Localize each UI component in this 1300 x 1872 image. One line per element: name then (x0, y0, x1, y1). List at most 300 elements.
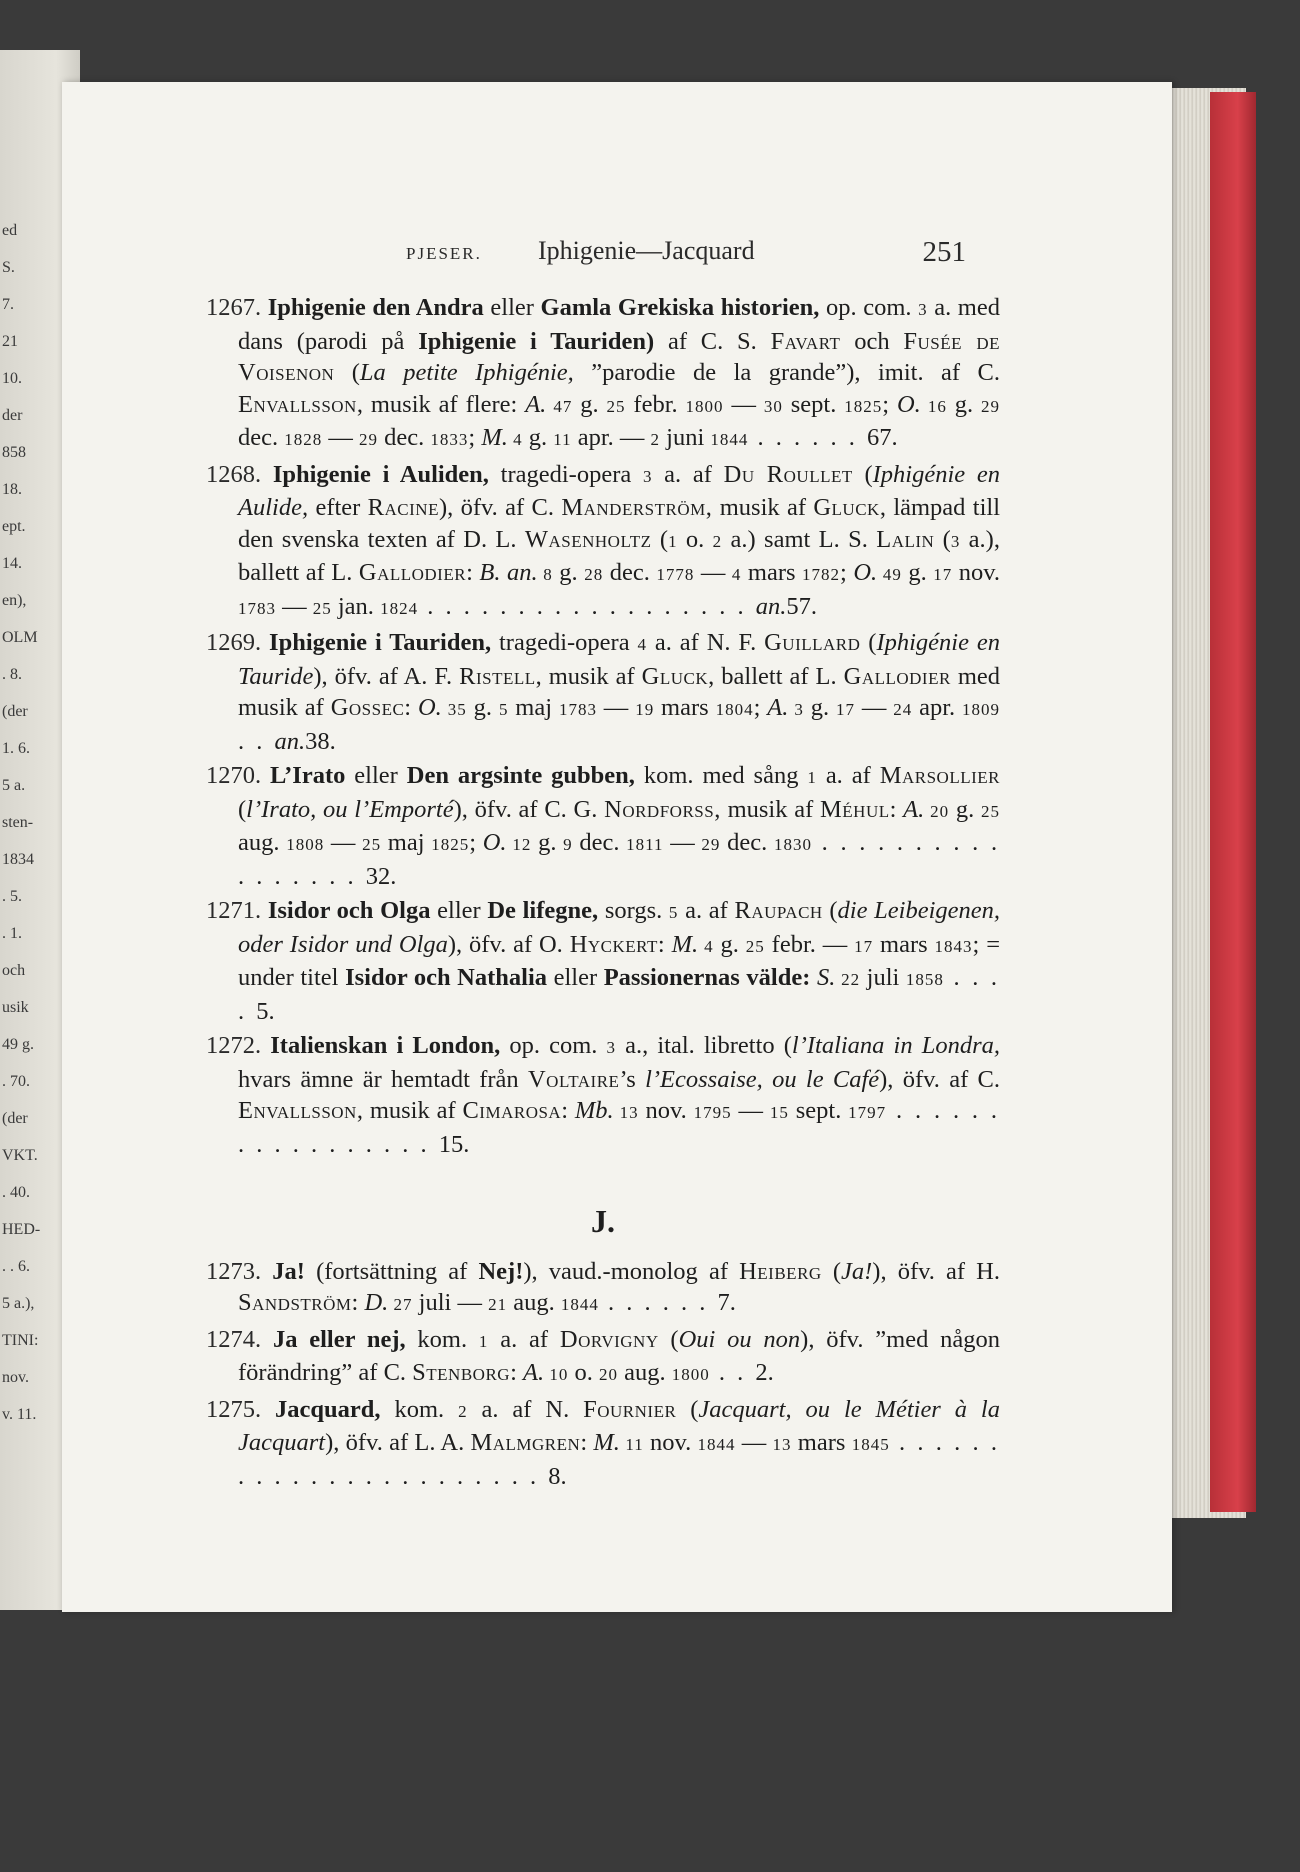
entry-text: aug. (507, 1289, 561, 1316)
author-name: Gallodier (358, 559, 467, 586)
entry-text: dec. (378, 424, 431, 451)
entry-text: musik af (720, 795, 820, 823)
entry-text: juni (660, 424, 711, 451)
margin-fragment: nov. (2, 1369, 29, 1386)
small-number: 4 (507, 430, 523, 449)
margin-fragment: 1. 6. (2, 740, 30, 757)
small-number: 29 (359, 430, 378, 449)
small-number: 25 (312, 598, 332, 618)
entry-text: , musik af (356, 1097, 463, 1124)
entry-text: — (731, 1097, 770, 1124)
small-number: 19 (635, 700, 655, 719)
entry-text: febr. — (764, 930, 855, 958)
small-number: 1833 (430, 430, 469, 449)
entry-text: o. (677, 525, 713, 553)
entry-text: ), öfv. af A. F. (313, 662, 460, 690)
entry-text: eller (345, 762, 407, 789)
small-number: 1828 (284, 430, 323, 449)
small-number: 25 (745, 936, 765, 956)
italic-text: O. (417, 694, 442, 721)
italic-text: l’Ecossaise, ou le Café (645, 1065, 880, 1093)
small-number: 11 (619, 1435, 644, 1454)
dot-leader: . . . . (238, 964, 1001, 1025)
entry-text: ( (821, 1257, 841, 1285)
small-number: 1783 (238, 598, 276, 618)
title-bold: Gamla Grekiska historien, (540, 294, 820, 321)
entry-text: ), öfv. af O. (447, 930, 570, 958)
entry-text: — (854, 694, 894, 721)
entry-text: juli — (412, 1289, 489, 1316)
margin-fragment: en), (2, 592, 27, 609)
author-name: Sandström (238, 1289, 352, 1316)
entry-text: : (466, 559, 480, 586)
author-name: Voltaire (527, 1065, 620, 1093)
margin-fragment: sten- (2, 814, 34, 831)
entry-text: ; (468, 424, 482, 451)
entry-text: g. (552, 559, 585, 586)
entry-text: ; (840, 559, 854, 586)
entry-text: g. (803, 694, 836, 721)
entry-text: nov. (643, 1429, 698, 1456)
small-number: 21 (488, 1295, 508, 1314)
entry-text: ( (238, 795, 247, 823)
title-bold: Nej! (478, 1257, 524, 1285)
author-name: Fusée de Voisenon (238, 327, 1000, 386)
entry-text: : (351, 1289, 365, 1316)
catalog-entry (206, 1394, 1000, 1493)
small-number: 4 (637, 635, 647, 654)
entry-text: ), öfv. af C. (879, 1065, 1000, 1093)
dot-leader: . . (709, 1359, 756, 1386)
small-number: 25 (362, 835, 382, 854)
small-number: 1 (807, 768, 817, 787)
author-name: Ristell (459, 662, 536, 690)
margin-fragment: S. (2, 259, 15, 276)
author-name: Cimarosa (462, 1097, 562, 1124)
small-number: 1845 (851, 1435, 890, 1454)
entry-text: sorgs. (598, 897, 669, 924)
entry-text: 2. (755, 1359, 774, 1386)
small-number: 13 (772, 1435, 792, 1454)
entry-text: eller (430, 897, 488, 924)
dot-leader: . . . . . . . . . . . . . . . . . (238, 1097, 1001, 1158)
entry-text: , musik af flere: (356, 390, 526, 418)
small-number: 35 (441, 700, 467, 719)
title-bold: Ja eller nej, (272, 1325, 406, 1353)
entry-text: , musik af (535, 662, 642, 690)
entry-text: ), öfv. af C. (438, 494, 562, 521)
entry-text: — (276, 592, 313, 620)
author-name: Wasenholtz (524, 525, 652, 553)
entry-text (810, 964, 817, 991)
title-bold: Jacquard, (275, 1395, 381, 1423)
page-number: 251 (922, 236, 966, 268)
entry-text: efter (308, 494, 368, 521)
entry-text: g. (949, 795, 982, 823)
margin-fragment: 18. (2, 481, 22, 498)
small-number: 1824 (380, 598, 419, 618)
author-name: Fournier (583, 1395, 677, 1423)
italic-text: O. (896, 390, 921, 418)
italic-text: D. (364, 1289, 389, 1316)
author-name: Envallsson (238, 390, 357, 418)
italic-text: M. (593, 1429, 620, 1456)
entry-text: dec. (238, 424, 285, 451)
italic-text: Oui ou non (678, 1325, 801, 1353)
author-name: Hyckert (569, 930, 658, 958)
entry-text: och (840, 327, 904, 355)
entry-text: dec. (720, 829, 774, 856)
entry-text: apr. (912, 694, 963, 721)
entry-text: a. af (816, 762, 880, 789)
entry-text: : (580, 1429, 594, 1456)
entry-text: ), öfv. af H. (872, 1257, 1001, 1285)
italic-text: an. (274, 727, 306, 755)
small-number: 1782 (802, 565, 841, 584)
small-number: 1808 (286, 835, 325, 854)
entry-text: — (663, 829, 702, 856)
catalog-entry (206, 627, 1000, 757)
author-name: Gluck (813, 494, 880, 521)
entry-text: : (510, 1359, 523, 1386)
catalog-entry (206, 760, 1000, 892)
italic-text: A. (767, 694, 789, 721)
entry-list-i (206, 292, 1000, 1160)
entry-text: kom. med sång (634, 762, 808, 789)
margin-fragment: ed (2, 222, 18, 239)
title-bold: Iphigenie den Andra (267, 294, 484, 321)
italic-text: O. (853, 559, 878, 586)
margin-fragment: . 1. (2, 925, 22, 942)
entry-number: 1269. (206, 629, 270, 656)
entry-text: ( (934, 525, 951, 553)
entry-text: a.) samt L. S. (722, 525, 877, 553)
author-name: Heiberg (739, 1257, 822, 1285)
entry-text: : (561, 1097, 575, 1124)
entry-number: 1271. (206, 897, 268, 924)
entry-text: ; (882, 390, 897, 418)
small-number: 3 (950, 531, 961, 551)
italic-text: S. (816, 964, 836, 991)
margin-fragment: och (2, 962, 26, 979)
entry-text: ’s (619, 1065, 646, 1093)
entry-text: a. af (678, 897, 735, 924)
italic-text: Jacquart, ou le Métier à la Jacquart (238, 1395, 1000, 1456)
title-bold: L’Irato (270, 762, 346, 789)
small-number: 1800 (685, 396, 724, 416)
entry-number: 1275. (206, 1395, 276, 1423)
margin-fragment: 14. (2, 555, 22, 572)
title-bold: Den argsinte gubben, (406, 762, 635, 789)
author-name: Gluck (641, 662, 709, 690)
entry-text: ), öfv. ”med någon förändring” af C. (238, 1325, 1000, 1386)
italic-text: an. (755, 592, 787, 620)
catalog-entry (206, 895, 1000, 1027)
small-number: 3 (788, 700, 804, 719)
italic-text: l’Irato, ou l’Emporté (246, 795, 454, 823)
entry-text: eller (547, 964, 604, 991)
entry-text: ( (852, 460, 873, 488)
small-number: 1800 (671, 1365, 710, 1384)
italic-text: M. (671, 930, 699, 958)
entry-text: a. af N. (467, 1395, 584, 1423)
entry-text: a. af (652, 460, 724, 488)
author-name: Envallsson (238, 1097, 357, 1124)
small-number: 30 (763, 396, 783, 416)
small-number: 24 (893, 700, 913, 719)
dot-leader: . . (238, 727, 275, 755)
small-number: 12 (506, 835, 532, 854)
author-name: Guillard (764, 629, 861, 656)
small-number: 47 (546, 396, 573, 416)
margin-fragment: der (2, 407, 23, 424)
entry-text: ”parodie de la grande”), imit. af C. (573, 359, 1000, 386)
entry-text: ), vaud.-monolog af (523, 1257, 740, 1285)
author-name: Gallodier (843, 662, 951, 690)
small-number: 27 (388, 1295, 413, 1314)
entry-text: 7. (717, 1289, 736, 1316)
entry-text: mars (741, 559, 803, 586)
small-number: 20 (924, 801, 950, 821)
entry-text: (fortsättning af (304, 1257, 479, 1285)
entry-text: tragedi-opera (488, 460, 643, 488)
dot-leader: . . . . . . . . . . . . . . . . . . (418, 592, 756, 620)
author-name: Manderström, (561, 494, 713, 521)
author-name: Favart (770, 327, 841, 355)
entry-number: 1272. (206, 1032, 271, 1059)
author-name: Raupach (734, 897, 823, 924)
small-number: 8 (537, 565, 553, 584)
small-number: 3 (918, 300, 928, 319)
margin-fragment: ept. (2, 518, 26, 535)
small-number: 11 (553, 430, 572, 449)
entry-text: 15. (438, 1130, 470, 1158)
author-name: Dorvigny (559, 1325, 659, 1353)
small-number: 1844 (710, 430, 749, 449)
entry-text: 38. (305, 727, 336, 755)
margin-fragment: 10. (2, 370, 22, 387)
entry-text: mars (654, 694, 716, 721)
entry-text: ( (334, 359, 360, 386)
small-number: 17 (933, 565, 953, 584)
title-bold: Iphigenie i Tauriden, (269, 629, 492, 656)
small-number: 9 (563, 835, 573, 854)
margin-fragment: 5 a.), (2, 1295, 35, 1312)
entry-number: 1274. (206, 1325, 273, 1353)
entry-number: 1268. (206, 460, 273, 488)
entry-text: mars (791, 1429, 852, 1456)
small-number: 1809 (962, 700, 1001, 719)
catalog-entry (206, 1030, 1000, 1160)
italic-text: l’Italiana in Londra, (791, 1032, 1000, 1059)
entry-text: ), öfv. af C. G. (453, 795, 605, 823)
section-label: PJESER. (406, 244, 482, 263)
author-name: Gossec (330, 694, 405, 721)
title-bold: Italienskan i London, (270, 1032, 501, 1059)
entry-text: o. (568, 1359, 599, 1386)
entry-text: kom. (380, 1395, 459, 1423)
italic-text: Iphigénie en Tauride (238, 629, 1000, 690)
entry-text: aug. (617, 1359, 672, 1386)
small-number: 29 (981, 396, 1001, 416)
entry-text: — (324, 829, 363, 856)
small-number: 17 (854, 936, 874, 956)
small-number: 15 (769, 1103, 789, 1122)
entry-text: g. (713, 930, 746, 958)
small-number: 1783 (558, 700, 597, 719)
title-bold: Isidor och Olga (267, 897, 431, 924)
entry-text: dec. (572, 829, 627, 856)
letter-heading: J. (591, 1203, 615, 1239)
title-bold: Ja! (272, 1257, 305, 1285)
entry-text: 57. (786, 592, 817, 620)
entry-text: 8. (548, 1462, 567, 1490)
entry-text: maj (381, 829, 432, 856)
running-title: Iphigenie—Jacquard (538, 236, 755, 265)
small-number: 20 (598, 1365, 618, 1384)
dot-leader: . . . . . . . . . . . . . . . . . . . . . . . (238, 1429, 1001, 1490)
entry-text: ; (753, 694, 768, 721)
small-number: 1811 (626, 835, 664, 854)
title-bold: Iphigenie i Auliden, (272, 460, 489, 488)
entry-text: apr. — (571, 424, 651, 451)
small-number: 1 (668, 531, 678, 551)
entry-text: ; (469, 829, 483, 856)
italic-text: M. (481, 424, 508, 451)
book-cover-edge (1210, 92, 1256, 1512)
author-name: Lalin (876, 525, 935, 553)
small-number: 5 (498, 700, 509, 719)
entry-text: g. (466, 694, 499, 721)
entry-text: mars (873, 930, 935, 958)
entry-text: — (735, 1429, 773, 1456)
entry-text: g. (572, 390, 607, 418)
title-bold: Iphigenie i Tauriden) (418, 327, 655, 355)
entry-text: a. af N. F. (646, 629, 765, 656)
entry-text: jan. (331, 592, 381, 620)
small-number: 1795 (693, 1103, 732, 1122)
entry-text: ( (822, 897, 838, 924)
entry-text: kom. (405, 1325, 479, 1353)
entry-text: — (596, 694, 636, 721)
italic-text: O. (482, 829, 507, 856)
small-number: 49 (877, 565, 902, 584)
entry-text: , lämpad till den svenska texten af D. L. (238, 494, 1001, 553)
entry-text: op. com. (500, 1032, 607, 1059)
entry-text: ), öfv. af L. A. (325, 1429, 471, 1456)
small-number: 1844 (697, 1435, 736, 1454)
entry-text: sept. (782, 390, 845, 418)
small-number: 17 (835, 700, 855, 719)
small-number: 2 (712, 531, 723, 551)
entry-text: 32. (365, 862, 397, 890)
running-header (406, 236, 966, 276)
entry-text: — (723, 390, 764, 418)
entry-text: juli (860, 964, 906, 991)
entry-text: g. (946, 390, 982, 418)
margin-fragment: 5 a. (2, 777, 26, 794)
italic-text: B. an. (479, 559, 538, 586)
small-number: 22 (835, 970, 861, 989)
entry-text: maj (508, 694, 559, 721)
author-name: Racine (367, 494, 439, 521)
entry-text: febr. (625, 390, 686, 418)
margin-fragment: HED- (2, 1221, 41, 1238)
italic-text: Mb. (574, 1097, 614, 1124)
margin-fragment: 49 g. (2, 1036, 34, 1053)
margin-fragment: . 70. (2, 1073, 30, 1090)
small-number: 1825 (431, 835, 470, 854)
small-number: 28 (584, 565, 604, 584)
title-bold: Isidor och Nathalia (345, 964, 548, 991)
entry-text: ( (651, 525, 669, 553)
italic-text: A. (525, 390, 547, 418)
small-number: 4 (698, 936, 714, 956)
small-number: 29 (701, 835, 721, 854)
entry-text: nov. (638, 1097, 694, 1124)
entry-text: op. com. (819, 294, 919, 321)
margin-fragment: OLM (2, 629, 38, 646)
small-number: 2 (650, 430, 661, 449)
entry-text: g. (531, 829, 564, 856)
entry-text: a. med dans (parodi på (238, 294, 1000, 355)
margin-fragment: 1834 (2, 851, 34, 868)
italic-text: Iphigénie en Aulide, (238, 460, 1000, 521)
small-number: 1778 (656, 565, 695, 584)
entry-text: — (322, 424, 359, 451)
entry-text: g. (522, 424, 554, 451)
small-number: 2 (458, 1401, 468, 1421)
margin-fragment: . 5. (2, 888, 22, 905)
dot-leader: . . . . . . (748, 424, 868, 451)
small-number: 3 (642, 466, 653, 486)
entry-text: a. af (488, 1325, 560, 1353)
entry-text: sept. (788, 1097, 849, 1124)
margin-fragment: v. 11. (2, 1406, 37, 1423)
author-name: Nordforss, (604, 795, 721, 823)
small-number: 1804 (715, 700, 754, 719)
entry-list-j (206, 1256, 1000, 1493)
entry-text: , ballett af L. (708, 662, 844, 690)
entry-text: : (889, 795, 904, 823)
entry-text: ; = under titel (238, 930, 1001, 991)
entry-text: — (694, 559, 732, 586)
small-number: 1843 (934, 936, 973, 956)
entry-text: ( (860, 629, 877, 656)
catalog-entry (206, 292, 1000, 456)
author-name: Du Roullet (723, 460, 853, 488)
entry-number: 1267. (206, 294, 268, 321)
entry-text: aug. (238, 829, 287, 856)
small-number: 5 (668, 903, 679, 922)
italic-text: Ja! (840, 1257, 873, 1285)
entry-text: a.), ballett af L. (238, 525, 1000, 586)
small-number: 1830 (773, 835, 812, 854)
title-bold: Passionernas välde: (603, 964, 811, 991)
entry-text: 5. (256, 997, 275, 1025)
author-name: Marsollier (879, 762, 1000, 789)
dot-leader: . . . . . . . . . . . . . . . . . (238, 829, 1001, 890)
entry-text: nov. (952, 559, 1001, 586)
italic-text: A. (903, 795, 925, 823)
margin-fragment: 7. (2, 296, 14, 313)
small-number: 3 (606, 1038, 616, 1057)
margin-fragment: VKT. (2, 1147, 38, 1164)
entry-text: med musik af (238, 662, 1001, 721)
entry-text: eller (483, 294, 541, 321)
small-number: 1 (478, 1331, 489, 1351)
margin-fragment: (der (2, 703, 28, 720)
